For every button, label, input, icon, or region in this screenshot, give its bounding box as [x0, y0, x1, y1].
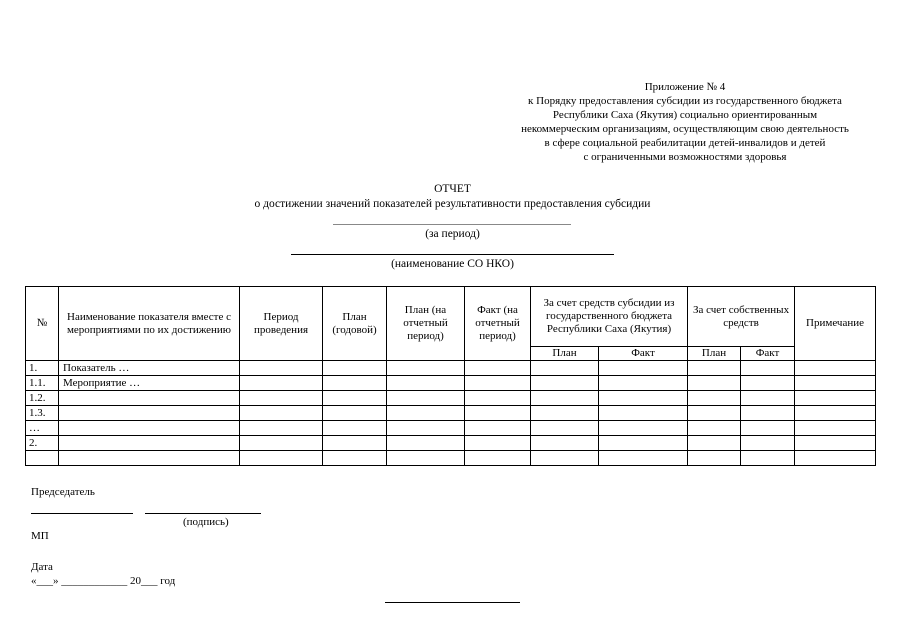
date-label: Дата [31, 561, 53, 573]
table-row [26, 421, 876, 436]
row-num: 1.1. [26, 376, 59, 391]
table-row [26, 391, 876, 406]
row-num [26, 451, 59, 466]
chairman-label: Председатель [31, 486, 95, 498]
row-name [59, 421, 240, 436]
appendix-line: Республики Саха (Якутия) социально ориентированным [552, 109, 818, 121]
row-name [59, 451, 240, 466]
period-caption: (за период) [425, 228, 480, 240]
sign-caption: (подпись) [183, 516, 229, 528]
header-fact-period: Факт (на отчетный период) [465, 287, 531, 361]
date-line: «___» ____________ 20___ год [31, 575, 176, 587]
bottom-separator-line [385, 602, 520, 603]
row-num: 1.3. [26, 406, 59, 421]
table-row [26, 361, 876, 376]
header-subsidy-fact: Факт [599, 347, 688, 361]
appendix-line: Приложение № 4 [644, 81, 726, 93]
appendix-line: с ограниченными возможностями здоровья [583, 151, 787, 163]
header-subsidy-plan: План [531, 347, 599, 361]
row-num: 1. [26, 361, 59, 376]
report-table [25, 286, 876, 466]
row-name [59, 406, 240, 421]
table-row [26, 376, 876, 391]
appendix-line: некоммерческим организациям, осуществляющим свою деятельность [521, 123, 849, 135]
org-caption: (наименование СО НКО) [391, 258, 514, 270]
row-name: Мероприятие … [59, 376, 240, 391]
stamp-label: МП [31, 530, 49, 542]
header-own-fact: Факт [741, 347, 795, 361]
header-num: № [26, 287, 59, 361]
org-fill-line [291, 254, 614, 255]
header-subsidy: За счет средств субсидии из государственного бюджета Республики Саха (Якутия) [531, 287, 688, 347]
table-row [26, 406, 876, 421]
table-header-row [26, 287, 876, 347]
table-row [26, 436, 876, 451]
report-subtitle: о достижении значений показателей результативности предоставления субсидии [254, 198, 651, 210]
chairman-sign-line [145, 513, 261, 514]
header-plan-period: План (на отчетный период) [387, 287, 465, 361]
header-own-funds: За счет собственных средств [688, 287, 795, 347]
row-name [59, 436, 240, 451]
header-period: Период проведения [240, 287, 323, 361]
row-name [59, 391, 240, 406]
row-num: 1.2. [26, 391, 59, 406]
row-num: … [26, 421, 59, 436]
header-name: Наименование показателя вместе с мероприятиями по их достижению [59, 287, 240, 361]
appendix-block [470, 80, 900, 164]
table-row [26, 451, 876, 466]
header-plan-year: План (годовой) [323, 287, 387, 361]
appendix-line: в сфере социальной реабилитации детей-инвалидов и детей [544, 137, 826, 149]
header-own-plan: План [688, 347, 741, 361]
header-note: Примечание [795, 287, 876, 361]
chairman-name-line [31, 513, 133, 514]
period-fill-line [333, 224, 571, 225]
appendix-line: к Порядку предоставления субсидии из государственного бюджета [528, 95, 842, 107]
report-title: ОТЧЕТ [434, 183, 471, 195]
row-name: Показатель … [59, 361, 240, 376]
row-num: 2. [26, 436, 59, 451]
